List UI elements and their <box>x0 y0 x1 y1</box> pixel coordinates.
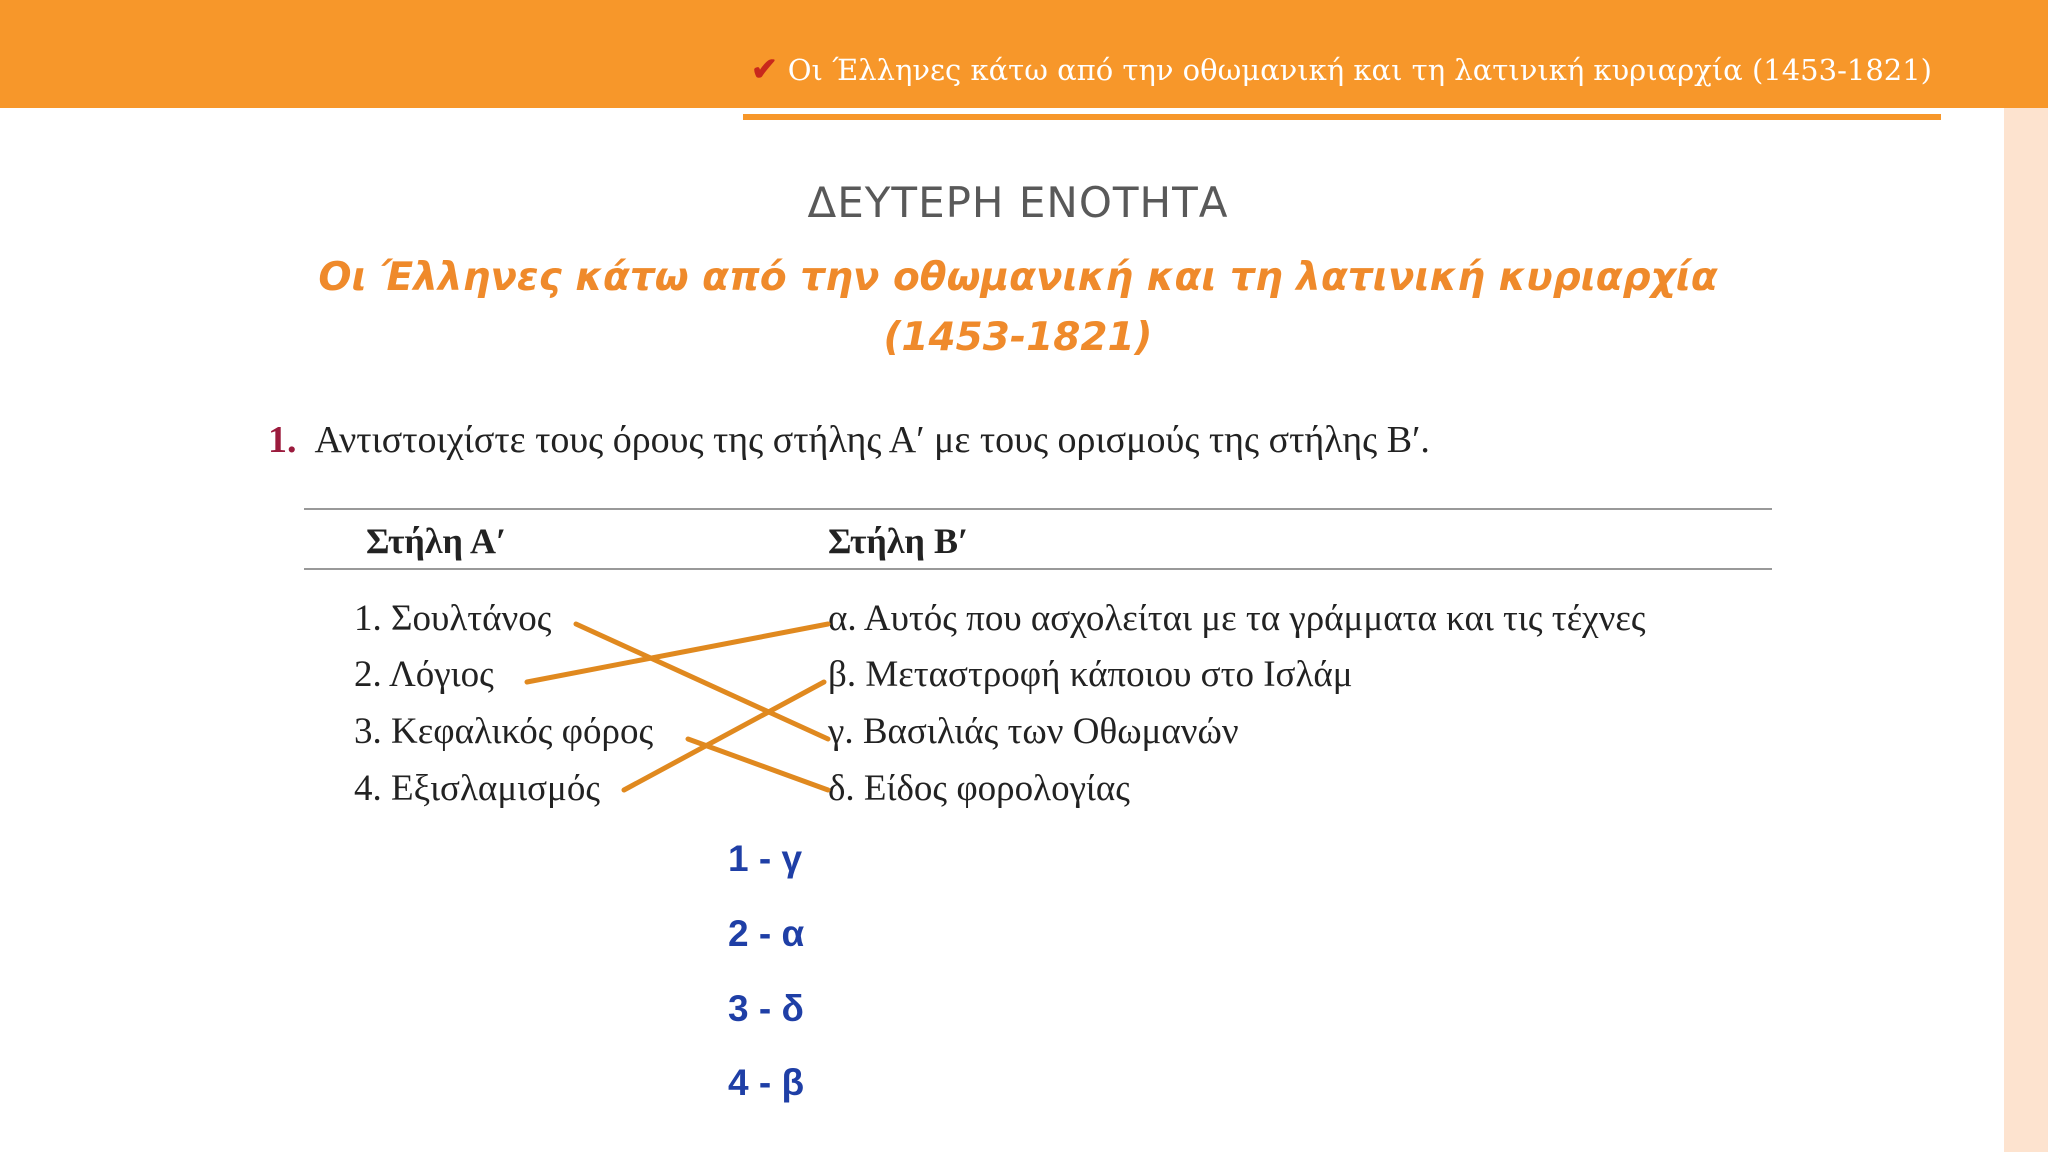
question-number: 1. <box>268 419 297 461</box>
unit-title-line2: (1453-1821) <box>883 315 1153 360</box>
answer-2: 2 - α <box>728 913 805 954</box>
answer-3: 3 - δ <box>728 988 804 1029</box>
column-a-item: 2. Λόγιος <box>354 654 494 695</box>
question-text: Αντιστοιχίστε τους όρους της στήλης Α′ με τους ορισμούς της στήλης Β′. <box>314 419 1430 461</box>
match-line-4 <box>624 682 824 790</box>
unit-label: ΔΕΥΤΕΡΗ ΕΝΟΤΗΤΑ <box>807 178 1229 227</box>
column-b-item: β. Μεταστροφή κάποιου στο Ισλάμ <box>828 654 1353 695</box>
match-line-1 <box>576 624 828 739</box>
column-a-header: Στήλη Α′ <box>366 521 507 561</box>
header-title-text: Οι Έλληνες κάτω από την οθωμανική και τη λατινική κυριαρχία (1453-1821) <box>787 53 1932 87</box>
unit-title-line1: Οι Έλληνες κάτω από την οθωμανική και τη λατινική κυριαρχία <box>318 255 1718 300</box>
answer-4: 4 - β <box>728 1062 805 1103</box>
column-b-item: δ. Είδος φορολογίας <box>828 768 1130 809</box>
column-a-item: 1. Σουλτάνος <box>354 598 552 639</box>
answer-1: 1 - γ <box>728 838 803 879</box>
column-b-header: Στήλη Β′ <box>828 521 969 561</box>
match-line-2 <box>527 624 828 682</box>
column-a-item: 4. Εξισλαμισμός <box>354 768 601 809</box>
column-a-item: 3. Κεφαλικός φόρος <box>354 711 654 752</box>
checkmark-icon: ✔ <box>750 50 778 88</box>
column-b-item: α. Αυτός που ασχολείται με τα γράμματα και τις τέχνες <box>828 598 1646 639</box>
column-b-item: γ. Βασιλιάς των Οθωμανών <box>828 711 1239 752</box>
